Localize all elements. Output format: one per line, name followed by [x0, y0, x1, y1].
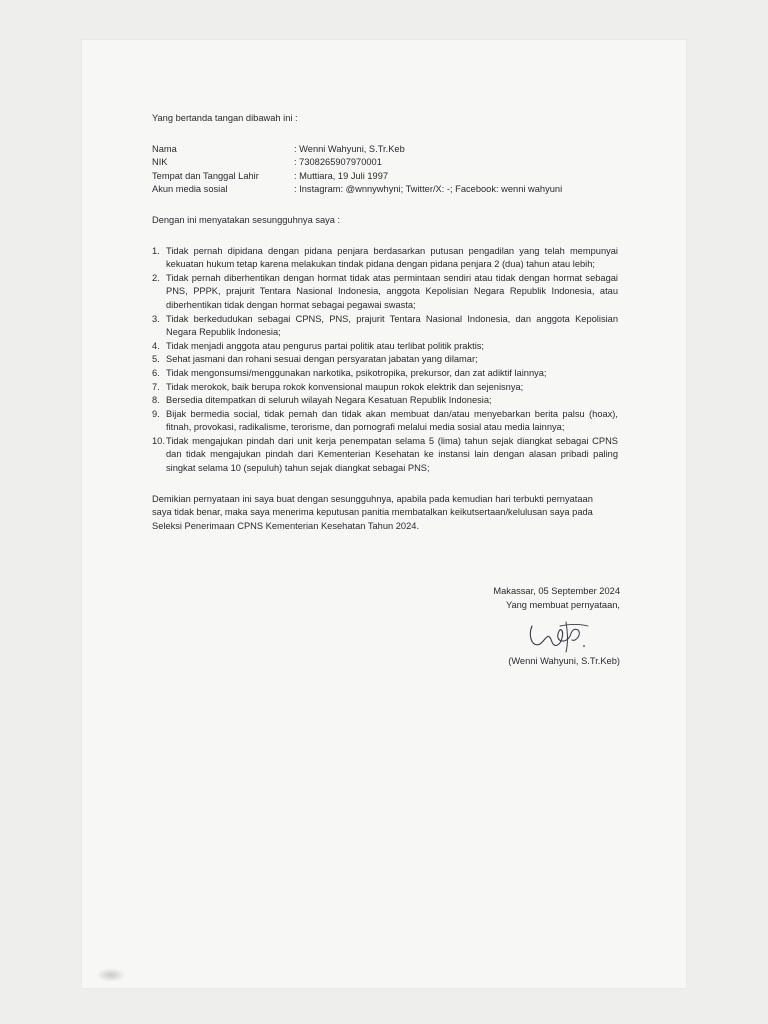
identity-row-social [152, 183, 618, 197]
intro-line: Yang bertanda tangan dibawah ini : [152, 113, 298, 123]
statement-list [152, 245, 618, 476]
signer-role: Yang membuat pernyataan, [505, 599, 620, 610]
statement-item [152, 245, 618, 272]
statement-item [152, 381, 618, 395]
signer-name: (Wenni Wahyuni, S.Tr.Keb) [508, 656, 620, 666]
statement-text: Tidak pernah diberhentikan dengan hormat tidak atas permintaan sendiri atau tidak dengan hormat sebagai PNS, PPPK, prajurit Tentara Nasional Indonesia, anggota Kepolisian Negara Republik Indonesia, atau diberhentikan tidak dengan hormat sebagai pegawai swasta; [166, 272, 618, 310]
statement-number: 8. [152, 395, 160, 406]
identity-value: : 7308265907970001 [294, 157, 382, 168]
statement-text: Tidak menjadi anggota atau pengurus partai politik atau terlibat politik praktis; [166, 340, 485, 351]
statement-item [152, 313, 618, 340]
statement-item [152, 353, 618, 367]
statement-item [152, 340, 618, 354]
statement-item [152, 272, 618, 313]
closing-line: Demikian pernyataan ini saya buat dengan sesungguhnya, apabila pada kemudian hari terbukti pernyataan [152, 493, 593, 504]
statement-text: Tidak mengajukan pindah dari unit kerja penempatan selama 5 (lima) tahun sejak diangkat sebagai CPNS dan tidak mengajukan pindah dari Kementerian Kesehatan ke instansi lain dengan alasan pribadi paling singkat selama 10 (sepuluh) tahun sejak diangkat sebagai PNS; [166, 435, 618, 474]
identity-row-birth [152, 170, 618, 184]
statement-item [152, 408, 618, 435]
identity-label: NIK [152, 157, 168, 168]
identity-value: : Muttiara, 19 Juli 1997 [294, 170, 389, 181]
place-date: Makassar, 05 September 2024 [493, 586, 620, 596]
closing-paragraph [152, 493, 618, 534]
closing-line: saya tidak benar, maka saya menerima keputusan panitia membatalkan keikutsertaan/kelulusan saya pada [152, 507, 593, 518]
statement-item [152, 367, 618, 381]
declaration-intro: Dengan ini menyatakan sesungguhnya saya : [152, 214, 341, 225]
statement-item [152, 394, 618, 408]
statement-text: Tidak berkedudukan sebagai CPNS, PNS, prajurit Tentara Nasional Indonesia, dan anggota Kepolisian Negara Republik Indonesia; [166, 313, 618, 338]
statement-number: 5. [152, 354, 160, 365]
statement-number: 10. [152, 435, 165, 446]
statement-number: 6. [152, 367, 160, 378]
closing-line: Seleksi Penerimaan CPNS Kementerian Kesehatan Tahun 2024. [152, 520, 420, 531]
statement-number: 2. [152, 272, 160, 283]
statement-number: 9. [152, 408, 160, 419]
statement-text: Bersedia ditempatkan di seluruh wilayah Negara Kesatuan Republik Indonesia; [166, 395, 492, 406]
statement-item [152, 435, 618, 476]
identity-label: Akun media sosial [152, 184, 228, 195]
statement-letter [152, 112, 618, 533]
statement-text: Tidak pernah dipidana dengan pidana penjara berdasarkan putusan pengadilan yang telah mempunyai kekuatan hukum tetap karena melakukan tindak pidana dengan pidana penjara 2 (dua) tahun atau lebih; [166, 245, 618, 270]
statement-text: Sehat jasmani dan rohani sesuai dengan persyaratan jabatan yang dilamar; [166, 354, 478, 365]
handwritten-signature [524, 612, 594, 654]
identity-label: Tempat dan Tanggal Lahir [152, 170, 259, 181]
statement-number: 1. [152, 245, 160, 256]
signature-block [480, 585, 620, 612]
statement-number: 4. [152, 340, 160, 351]
statement-text: Tidak merokok, baik berupa rokok konvensional maupun rokok elektrik dan sejenisnya; [166, 381, 524, 392]
identity-row-nik [152, 156, 618, 170]
statement-text: Bijak bermedia social, tidak pernah dan tidak akan membuat dan/atau menyebarkan berita palsu (hoax), fitnah, provokasi, radikalisme, terorisme, dan pornografi melalui media sosial atau media lainnya; [166, 408, 618, 433]
statement-number: 7. [152, 381, 160, 392]
statement-number: 3. [152, 313, 160, 324]
statement-text: Tidak mengonsumsi/menggunakan narkotika, psikotropika, prekursor, dan zat adiktif lainnya; [166, 367, 547, 378]
identity-row-name [152, 143, 618, 157]
identity-label: Nama [152, 143, 177, 154]
identity-value: : Wenni Wahyuni, S.Tr.Keb [294, 143, 405, 154]
identity-block [152, 143, 618, 197]
identity-value: : Instagram: @wnnywhyni; Twitter/X: -; Facebook: wenni wahyuni [294, 184, 563, 195]
scan-smudge [96, 968, 126, 982]
